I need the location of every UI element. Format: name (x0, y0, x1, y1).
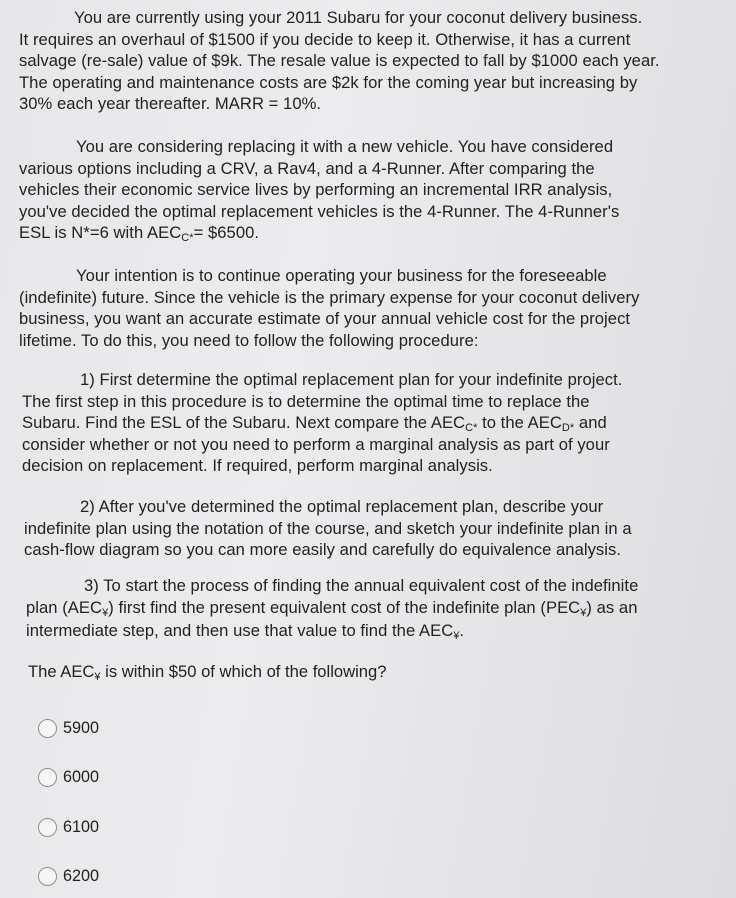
text-line: Subaru. Find the ESL of the Subaru. Next compare the $AEC_{C*}$ to the $AEC_{D*}$ and (22, 413, 607, 435)
intro-paragraph (19, 7, 660, 115)
answer-option-label[interactable]: 5900 (63, 719, 100, 737)
text-line: (indefinite) future. Since the vehicle is the primary expense for your coconut delivery (19, 287, 640, 307)
text-line: consider whether or not you need to perform a marginal analysis as part of your (22, 434, 610, 454)
text-line: 2) After you've determined the optimal replacement plan, describe your (80, 497, 604, 516)
text-line: lifetime. To do this, you need to follow the following procedure: (19, 330, 479, 350)
step-3-paragraph (26, 575, 638, 642)
replacement-paragraph (19, 136, 619, 244)
text-line: The first step in this procedure is to determine the optimal time to replace the (22, 391, 590, 411)
step-1-paragraph (22, 369, 622, 477)
text-line: You are currently using your 2011 Subaru for your coconut delivery business. (74, 8, 643, 27)
text-line: business, you want an accurate estimate of your annual vehicle cost for the project (19, 309, 631, 329)
answer-option-label[interactable]: 6100 (63, 818, 100, 836)
text-line: 1) First determine the optimal replacement plan for your indefinite project. (80, 370, 623, 389)
radio-button[interactable] (38, 818, 57, 837)
answer-option-6000[interactable] (38, 768, 99, 787)
answer-option-label[interactable]: 6200 (63, 867, 100, 885)
text-line: salvage (re-sale) value of $9k. The resale value is expected to fall by $1000 each year. (19, 51, 660, 71)
radio-button[interactable] (38, 768, 57, 787)
text-line: 30% each year thereafter. MARR = 10%. (19, 94, 322, 114)
text-line: plan $(AEC_¥)$ first find the present equivalent cost of the indefinite plan $(PEC_¥)$ as an (26, 597, 638, 619)
text-line: It requires an overhaul of $1500 if you decide to keep it. Otherwise, it has a current (19, 29, 631, 49)
answer-option-5900[interactable] (38, 719, 99, 738)
text-line: The operating and maintenance costs are $2k for the coming year but increasing by (19, 72, 638, 92)
answer-option-label[interactable]: 6000 (63, 768, 100, 786)
answer-option-6200[interactable] (38, 867, 99, 886)
text-line: cash-flow diagram so you can more easily and carefully do equivalence analysis. (24, 540, 622, 560)
text-line: ESL is N*=6 with $AEC_{C*}=$ $6500. (19, 223, 260, 245)
text-line: decision on replacement. If required, perform marginal analysis. (22, 456, 493, 476)
text-line: vehicles their economic service lives by performing an incremental IRR analysis, (19, 180, 613, 200)
text-line: various options including a CRV, a Rav4, and a 4-Runner. After comparing the (19, 158, 595, 178)
answer-option-6100[interactable] (38, 818, 99, 837)
step-2-paragraph (24, 496, 632, 561)
text-line: Your intention is to continue operating your business for the foreseeable (76, 266, 607, 285)
question-prompt: The $AEC_¥$ is within $50 of which of the following? (28, 662, 387, 683)
text-line: intermediate step, and then use that value to find the $AEC_¥$. (26, 621, 465, 643)
text-line: you've decided the optimal replacement vehicles is the 4-Runner. The 4-Runner's (19, 201, 620, 221)
radio-button[interactable] (38, 719, 57, 738)
intention-paragraph (19, 265, 639, 351)
text-line: 3) To start the process of finding the annual equivalent cost of the indefinite (84, 576, 639, 595)
text-line: You are considering replacing it with a new vehicle. You have considered (76, 137, 614, 156)
radio-button[interactable] (38, 867, 57, 886)
text-line: indefinite plan using the notation of the course, and sketch your indefinite plan in a (24, 518, 632, 538)
